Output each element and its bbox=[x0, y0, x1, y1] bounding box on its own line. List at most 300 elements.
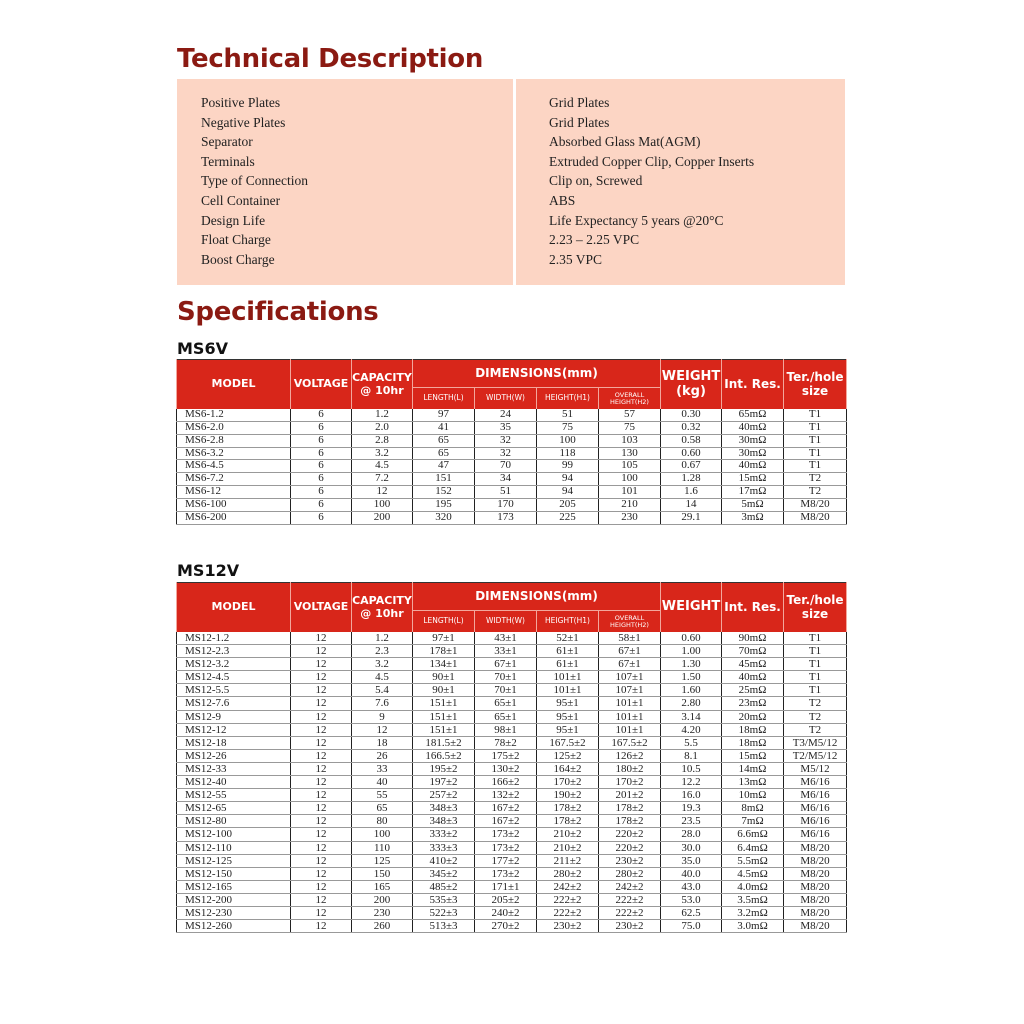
cell-length: 333±3 bbox=[413, 841, 475, 854]
header-terminal-sub: size bbox=[801, 383, 829, 398]
cell-overall-height: 178±2 bbox=[599, 815, 661, 828]
cell-model: MS12-33 bbox=[177, 762, 291, 775]
cell-weight: 16.0 bbox=[661, 789, 722, 802]
cell-terminal: T1 bbox=[784, 658, 847, 671]
header-int-res-label: Int. Res. bbox=[724, 376, 781, 391]
tech-label: Boost Charge bbox=[201, 251, 275, 267]
cell-height: 95±1 bbox=[537, 710, 599, 723]
cell-terminal: T2 bbox=[784, 486, 847, 499]
cell-overall-height: 180±2 bbox=[599, 762, 661, 775]
cell-terminal: M6/16 bbox=[784, 776, 847, 789]
header-overall-height bbox=[599, 388, 661, 410]
cell-overall-height: 220±2 bbox=[599, 841, 661, 854]
cell-capacity: 1.2 bbox=[352, 632, 413, 645]
cell-length: 152 bbox=[413, 486, 475, 499]
table-row bbox=[177, 880, 847, 893]
header-terminal bbox=[784, 360, 847, 410]
cell-height: 61±1 bbox=[537, 645, 599, 658]
cell-int-res: 4.5mΩ bbox=[722, 867, 784, 880]
cell-height: 99 bbox=[537, 460, 599, 473]
cell-terminal: M8/20 bbox=[784, 880, 847, 893]
cell-terminal: M6/16 bbox=[784, 802, 847, 815]
cell-weight: 19.3 bbox=[661, 802, 722, 815]
cell-height: 178±2 bbox=[537, 802, 599, 815]
cell-length: 151 bbox=[413, 473, 475, 486]
cell-length: 97 bbox=[413, 409, 475, 421]
cell-model: MS6-12 bbox=[177, 486, 291, 499]
cell-weight: 28.0 bbox=[661, 828, 722, 841]
specifications-heading: Specifications bbox=[177, 297, 379, 327]
cell-height: 222±2 bbox=[537, 906, 599, 919]
cell-voltage: 12 bbox=[291, 854, 352, 867]
header-terminal-label: Ter./hole bbox=[786, 369, 844, 384]
cell-voltage: 12 bbox=[291, 802, 352, 815]
cell-height: 61±1 bbox=[537, 658, 599, 671]
tech-value: Grid Plates bbox=[549, 95, 610, 110]
cell-length: 181.5±2 bbox=[413, 736, 475, 749]
cell-voltage: 6 bbox=[291, 498, 352, 511]
cell-capacity: 4.5 bbox=[352, 460, 413, 473]
cell-width: 175±2 bbox=[475, 749, 537, 762]
cell-model: MS12-165 bbox=[177, 880, 291, 893]
cell-voltage: 12 bbox=[291, 671, 352, 684]
header-height bbox=[537, 388, 599, 410]
cell-capacity: 3.2 bbox=[352, 447, 413, 460]
header-voltage-label: VOLTAGE bbox=[293, 377, 349, 391]
header-int-res bbox=[722, 360, 784, 410]
cell-length: 166.5±2 bbox=[413, 749, 475, 762]
ms12v-spec-table bbox=[176, 582, 847, 933]
cell-terminal: T1 bbox=[784, 447, 847, 460]
cell-int-res: 17mΩ bbox=[722, 486, 784, 499]
cell-height: 280±2 bbox=[537, 867, 599, 880]
header-height-label: HEIGHT(H1) bbox=[545, 616, 590, 626]
header-weight-unit: (kg) bbox=[676, 383, 706, 399]
cell-overall-height: 67±1 bbox=[599, 658, 661, 671]
cell-length: 333±2 bbox=[413, 828, 475, 841]
cell-model: MS12-18 bbox=[177, 736, 291, 749]
cell-weight: 10.5 bbox=[661, 762, 722, 775]
cell-weight: 75.0 bbox=[661, 920, 722, 933]
cell-terminal: T1 bbox=[784, 434, 847, 447]
cell-overall-height: 101±1 bbox=[599, 697, 661, 710]
cell-overall-height: 75 bbox=[599, 421, 661, 434]
cell-overall-height: 130 bbox=[599, 447, 661, 460]
cell-model: MS6-2.0 bbox=[177, 421, 291, 434]
header-capacity-label: CAPACITY bbox=[352, 593, 412, 607]
cell-overall-height: 100 bbox=[599, 473, 661, 486]
cell-overall-height: 222±2 bbox=[599, 893, 661, 906]
cell-capacity: 230 bbox=[352, 906, 413, 919]
cell-weight: 0.67 bbox=[661, 460, 722, 473]
header-capacity-sub: @ 10hr bbox=[360, 606, 404, 620]
cell-width: 170 bbox=[475, 498, 537, 511]
header-model-label: MODEL bbox=[211, 377, 256, 391]
table-row bbox=[177, 409, 847, 421]
cell-length: 90±1 bbox=[413, 671, 475, 684]
table-row bbox=[177, 684, 847, 697]
cell-capacity: 40 bbox=[352, 776, 413, 789]
cell-length: 65 bbox=[413, 434, 475, 447]
cell-terminal: T1 bbox=[784, 645, 847, 658]
cell-capacity: 65 bbox=[352, 802, 413, 815]
cell-int-res: 90mΩ bbox=[722, 632, 784, 645]
table-row bbox=[177, 460, 847, 473]
cell-height: 94 bbox=[537, 473, 599, 486]
cell-overall-height: 201±2 bbox=[599, 789, 661, 802]
cell-model: MS12-65 bbox=[177, 802, 291, 815]
table-row bbox=[177, 841, 847, 854]
cell-int-res: 4.0mΩ bbox=[722, 880, 784, 893]
cell-terminal: T1 bbox=[784, 460, 847, 473]
cell-voltage: 12 bbox=[291, 632, 352, 645]
cell-width: 32 bbox=[475, 434, 537, 447]
cell-length: 151±1 bbox=[413, 697, 475, 710]
cell-model: MS12-200 bbox=[177, 893, 291, 906]
tech-value: ABS bbox=[549, 192, 576, 208]
header-overall-sub: HEIGHT(H2) bbox=[610, 620, 649, 629]
cell-width: 33±1 bbox=[475, 645, 537, 658]
cell-int-res: 18mΩ bbox=[722, 736, 784, 749]
cell-weight: 1.28 bbox=[661, 473, 722, 486]
cell-weight: 8.1 bbox=[661, 749, 722, 762]
cell-terminal: M8/20 bbox=[784, 841, 847, 854]
cell-weight: 23.5 bbox=[661, 815, 722, 828]
table-row bbox=[177, 815, 847, 828]
cell-length: 47 bbox=[413, 460, 475, 473]
table-row bbox=[177, 789, 847, 802]
cell-height: 190±2 bbox=[537, 789, 599, 802]
cell-overall-height: 170±2 bbox=[599, 776, 661, 789]
table-row bbox=[177, 749, 847, 762]
table-row bbox=[177, 828, 847, 841]
cell-model: MS12-9 bbox=[177, 710, 291, 723]
cell-int-res: 15mΩ bbox=[722, 473, 784, 486]
cell-length: 197±2 bbox=[413, 776, 475, 789]
header-row-top bbox=[177, 583, 847, 611]
cell-length: 485±2 bbox=[413, 880, 475, 893]
table-row bbox=[177, 447, 847, 460]
cell-weight: 1.6 bbox=[661, 486, 722, 499]
cell-length: 320 bbox=[413, 511, 475, 524]
tech-label: Positive Plates bbox=[201, 95, 281, 110]
cell-weight: 1.30 bbox=[661, 658, 722, 671]
cell-length: 410±2 bbox=[413, 854, 475, 867]
cell-voltage: 6 bbox=[291, 434, 352, 447]
cell-voltage: 6 bbox=[291, 473, 352, 486]
cell-weight: 35.0 bbox=[661, 854, 722, 867]
ms12v-heading: MS12V bbox=[177, 561, 240, 580]
cell-model: MS12-12 bbox=[177, 723, 291, 736]
cell-voltage: 6 bbox=[291, 421, 352, 434]
cell-length: 513±3 bbox=[413, 920, 475, 933]
cell-capacity: 150 bbox=[352, 867, 413, 880]
table-row bbox=[177, 434, 847, 447]
cell-height: 51 bbox=[537, 409, 599, 421]
table-row bbox=[177, 473, 847, 486]
cell-capacity: 55 bbox=[352, 789, 413, 802]
cell-overall-height: 230 bbox=[599, 511, 661, 524]
cell-voltage: 12 bbox=[291, 710, 352, 723]
cell-model: MS12-5.5 bbox=[177, 684, 291, 697]
cell-length: 97±1 bbox=[413, 632, 475, 645]
cell-height: 170±2 bbox=[537, 776, 599, 789]
header-length-label: LENGTH(L) bbox=[423, 616, 464, 626]
cell-length: 535±3 bbox=[413, 893, 475, 906]
cell-weight: 62.5 bbox=[661, 906, 722, 919]
cell-model: MS12-80 bbox=[177, 815, 291, 828]
cell-capacity: 100 bbox=[352, 828, 413, 841]
cell-capacity: 2.0 bbox=[352, 421, 413, 434]
cell-weight: 0.58 bbox=[661, 434, 722, 447]
header-model bbox=[177, 583, 291, 633]
header-model bbox=[177, 360, 291, 410]
cell-voltage: 12 bbox=[291, 815, 352, 828]
cell-int-res: 10mΩ bbox=[722, 789, 784, 802]
cell-height: 100 bbox=[537, 434, 599, 447]
header-height-label: HEIGHT(H1) bbox=[545, 393, 590, 403]
cell-weight: 4.20 bbox=[661, 723, 722, 736]
cell-overall-height: 280±2 bbox=[599, 867, 661, 880]
tech-label: Float Charge bbox=[201, 232, 271, 248]
cell-capacity: 12 bbox=[352, 486, 413, 499]
cell-voltage: 6 bbox=[291, 460, 352, 473]
cell-terminal: T1 bbox=[784, 632, 847, 645]
cell-int-res: 6.4mΩ bbox=[722, 841, 784, 854]
cell-int-res: 8mΩ bbox=[722, 802, 784, 815]
cell-width: 173±2 bbox=[475, 828, 537, 841]
header-weight-label: WEIGHT bbox=[661, 599, 721, 615]
cell-height: 178±2 bbox=[537, 815, 599, 828]
cell-height: 230±2 bbox=[537, 920, 599, 933]
cell-overall-height: 105 bbox=[599, 460, 661, 473]
table-row bbox=[177, 658, 847, 671]
cell-height: 167.5±2 bbox=[537, 736, 599, 749]
header-width bbox=[475, 388, 537, 410]
cell-width: 167±2 bbox=[475, 815, 537, 828]
cell-capacity: 5.4 bbox=[352, 684, 413, 697]
cell-voltage: 12 bbox=[291, 645, 352, 658]
cell-overall-height: 67±1 bbox=[599, 645, 661, 658]
cell-model: MS12-2.3 bbox=[177, 645, 291, 658]
cell-overall-height: 103 bbox=[599, 434, 661, 447]
cell-length: 151±1 bbox=[413, 723, 475, 736]
cell-terminal: T3/M5/12 bbox=[784, 736, 847, 749]
header-dimensions bbox=[413, 360, 661, 388]
cell-height: 222±2 bbox=[537, 893, 599, 906]
cell-width: 70 bbox=[475, 460, 537, 473]
cell-terminal: M8/20 bbox=[784, 906, 847, 919]
cell-voltage: 12 bbox=[291, 776, 352, 789]
tech-values-column bbox=[516, 79, 845, 285]
header-voltage-label: VOLTAGE bbox=[293, 600, 349, 614]
cell-int-res: 13mΩ bbox=[722, 776, 784, 789]
cell-width: 171±1 bbox=[475, 880, 537, 893]
cell-int-res: 5mΩ bbox=[722, 498, 784, 511]
cell-terminal: M8/20 bbox=[784, 511, 847, 524]
cell-model: MS12-26 bbox=[177, 749, 291, 762]
cell-terminal: M8/20 bbox=[784, 893, 847, 906]
table-row bbox=[177, 906, 847, 919]
cell-terminal: M8/20 bbox=[784, 920, 847, 933]
table-row bbox=[177, 710, 847, 723]
cell-weight: 2.80 bbox=[661, 697, 722, 710]
cell-weight: 40.0 bbox=[661, 867, 722, 880]
cell-capacity: 18 bbox=[352, 736, 413, 749]
cell-height: 242±2 bbox=[537, 880, 599, 893]
tech-value: Grid Plates bbox=[549, 114, 610, 130]
tech-label: Cell Container bbox=[201, 192, 281, 208]
cell-int-res: 14mΩ bbox=[722, 762, 784, 775]
cell-int-res: 3.0mΩ bbox=[722, 920, 784, 933]
cell-height: 118 bbox=[537, 447, 599, 460]
cell-capacity: 80 bbox=[352, 815, 413, 828]
cell-voltage: 12 bbox=[291, 828, 352, 841]
cell-weight: 0.60 bbox=[661, 632, 722, 645]
tech-label: Terminals bbox=[201, 153, 255, 169]
header-width-label: WIDTH(W) bbox=[486, 393, 525, 403]
cell-overall-height: 126±2 bbox=[599, 749, 661, 762]
table-row bbox=[177, 671, 847, 684]
cell-weight: 3.14 bbox=[661, 710, 722, 723]
header-capacity-label: CAPACITY bbox=[352, 370, 412, 384]
cell-weight: 30.0 bbox=[661, 841, 722, 854]
cell-width: 24 bbox=[475, 409, 537, 421]
cell-terminal: M8/20 bbox=[784, 498, 847, 511]
table-row bbox=[177, 920, 847, 933]
header-length-label: LENGTH(L) bbox=[423, 393, 464, 403]
cell-length: 348±3 bbox=[413, 802, 475, 815]
technical-description-panel bbox=[177, 79, 845, 285]
cell-capacity: 9 bbox=[352, 710, 413, 723]
tech-value: Absorbed Glass Mat(AGM) bbox=[549, 134, 701, 150]
table-row bbox=[177, 511, 847, 524]
cell-int-res: 25mΩ bbox=[722, 684, 784, 697]
tech-value: 2.35 VPC bbox=[549, 251, 603, 267]
header-overall-label: OVERALL bbox=[614, 614, 645, 622]
cell-capacity: 1.2 bbox=[352, 409, 413, 421]
cell-voltage: 12 bbox=[291, 893, 352, 906]
cell-width: 173±2 bbox=[475, 867, 537, 880]
cell-width: 166±2 bbox=[475, 776, 537, 789]
table-row bbox=[177, 762, 847, 775]
cell-width: 70±1 bbox=[475, 684, 537, 697]
cell-weight: 5.5 bbox=[661, 736, 722, 749]
cell-height: 164±2 bbox=[537, 762, 599, 775]
cell-overall-height: 167.5±2 bbox=[599, 736, 661, 749]
header-overall-label: OVERALL bbox=[614, 391, 645, 399]
cell-terminal: T1 bbox=[784, 671, 847, 684]
cell-height: 225 bbox=[537, 511, 599, 524]
cell-height: 95±1 bbox=[537, 723, 599, 736]
table-row bbox=[177, 736, 847, 749]
cell-capacity: 200 bbox=[352, 893, 413, 906]
cell-width: 35 bbox=[475, 421, 537, 434]
cell-capacity: 100 bbox=[352, 498, 413, 511]
cell-height: 52±1 bbox=[537, 632, 599, 645]
table-row bbox=[177, 723, 847, 736]
cell-voltage: 12 bbox=[291, 841, 352, 854]
cell-width: 43±1 bbox=[475, 632, 537, 645]
tech-label: Type of Connection bbox=[201, 173, 309, 189]
cell-model: MS12-55 bbox=[177, 789, 291, 802]
cell-model: MS6-200 bbox=[177, 511, 291, 524]
cell-voltage: 6 bbox=[291, 409, 352, 421]
cell-voltage: 6 bbox=[291, 447, 352, 460]
cell-int-res: 3.5mΩ bbox=[722, 893, 784, 906]
cell-int-res: 6.6mΩ bbox=[722, 828, 784, 841]
cell-overall-height: 220±2 bbox=[599, 828, 661, 841]
cell-int-res: 40mΩ bbox=[722, 671, 784, 684]
header-int-res bbox=[722, 583, 784, 633]
cell-terminal: T1 bbox=[784, 409, 847, 421]
ms6v-heading: MS6V bbox=[177, 339, 228, 358]
header-height bbox=[537, 611, 599, 633]
cell-model: MS12-260 bbox=[177, 920, 291, 933]
cell-width: 173 bbox=[475, 511, 537, 524]
cell-width: 34 bbox=[475, 473, 537, 486]
header-dimensions-label: DIMENSIONS(mm) bbox=[475, 365, 598, 380]
cell-model: MS12-4.5 bbox=[177, 671, 291, 684]
cell-overall-height: 107±1 bbox=[599, 671, 661, 684]
cell-capacity: 33 bbox=[352, 762, 413, 775]
cell-overall-height: 58±1 bbox=[599, 632, 661, 645]
table-row bbox=[177, 421, 847, 434]
cell-voltage: 12 bbox=[291, 867, 352, 880]
cell-weight: 43.0 bbox=[661, 880, 722, 893]
cell-int-res: 7mΩ bbox=[722, 815, 784, 828]
cell-overall-height: 242±2 bbox=[599, 880, 661, 893]
cell-width: 132±2 bbox=[475, 789, 537, 802]
cell-weight: 0.60 bbox=[661, 447, 722, 460]
cell-model: MS12-1.2 bbox=[177, 632, 291, 645]
cell-width: 130±2 bbox=[475, 762, 537, 775]
cell-width: 78±2 bbox=[475, 736, 537, 749]
cell-int-res: 23mΩ bbox=[722, 697, 784, 710]
cell-weight: 1.50 bbox=[661, 671, 722, 684]
cell-width: 177±2 bbox=[475, 854, 537, 867]
header-length bbox=[413, 611, 475, 633]
cell-height: 101±1 bbox=[537, 671, 599, 684]
cell-voltage: 6 bbox=[291, 486, 352, 499]
header-width-label: WIDTH(W) bbox=[486, 616, 525, 626]
cell-capacity: 2.3 bbox=[352, 645, 413, 658]
cell-int-res: 30mΩ bbox=[722, 447, 784, 460]
cell-terminal: M6/16 bbox=[784, 789, 847, 802]
cell-length: 195±2 bbox=[413, 762, 475, 775]
cell-length: 151±1 bbox=[413, 710, 475, 723]
table-row bbox=[177, 486, 847, 499]
header-weight bbox=[661, 360, 722, 410]
cell-overall-height: 222±2 bbox=[599, 906, 661, 919]
header-row-top bbox=[177, 360, 847, 388]
cell-weight: 1.00 bbox=[661, 645, 722, 658]
header-overall-height bbox=[599, 611, 661, 633]
cell-model: MS6-100 bbox=[177, 498, 291, 511]
cell-width: 65±1 bbox=[475, 697, 537, 710]
cell-terminal: M8/20 bbox=[784, 867, 847, 880]
cell-model: MS6-2.8 bbox=[177, 434, 291, 447]
tech-value: Extruded Copper Clip, Copper Inserts bbox=[549, 153, 755, 169]
cell-voltage: 12 bbox=[291, 906, 352, 919]
cell-terminal: M6/16 bbox=[784, 815, 847, 828]
cell-capacity: 125 bbox=[352, 854, 413, 867]
cell-int-res: 3mΩ bbox=[722, 511, 784, 524]
cell-terminal: M8/20 bbox=[784, 854, 847, 867]
cell-width: 205±2 bbox=[475, 893, 537, 906]
cell-voltage: 12 bbox=[291, 920, 352, 933]
cell-terminal: T2 bbox=[784, 710, 847, 723]
